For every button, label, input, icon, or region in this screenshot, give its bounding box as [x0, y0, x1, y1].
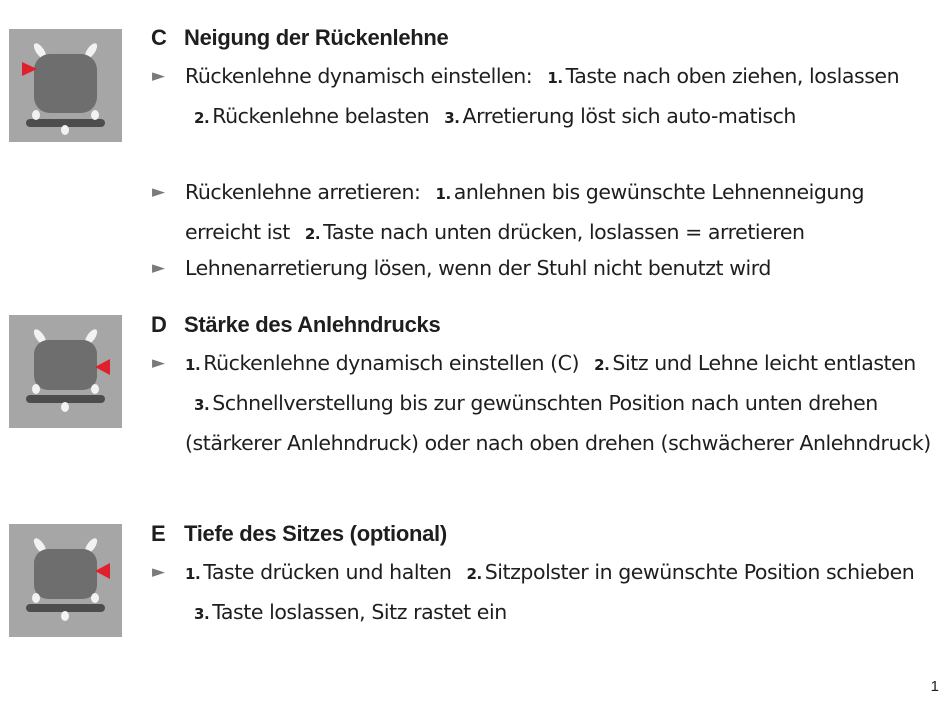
- step-number: 2.: [594, 356, 610, 374]
- step-number: 1.: [435, 185, 451, 203]
- bullet-arrow-icon: ►: [152, 562, 165, 582]
- bullet-arrow-icon: ►: [152, 66, 165, 86]
- section-letter: E: [151, 521, 166, 546]
- chair-top-view-seat-depth-icon: [9, 524, 122, 637]
- bullet-item: [152, 553, 944, 633]
- section-heading: [151, 25, 448, 51]
- section-heading: [151, 312, 440, 338]
- section-title: Tiefe des Sitzes (optional): [184, 521, 447, 546]
- step-text: Taste nach unten drücken, loslassen = arretieren: [323, 220, 805, 244]
- step-text: Sitzpolster in gewünschte Position schieben: [484, 560, 915, 584]
- step-number: 1.: [185, 356, 201, 374]
- bullet-item: [152, 57, 944, 137]
- bullet-arrow-icon: ►: [152, 353, 165, 373]
- section-title: Neigung der Rückenlehne: [184, 25, 449, 50]
- bullet-label: Lehnenarretierung lösen, wenn der Stuhl nicht benutzt wird: [185, 256, 771, 280]
- step-number: 2.: [304, 225, 321, 243]
- step-number: 1.: [547, 69, 563, 87]
- bullet-item: [152, 249, 944, 287]
- marker-icon: [95, 563, 110, 579]
- step-text: Taste nach oben ziehen, loslassen: [565, 64, 900, 88]
- section-letter: D: [151, 312, 167, 337]
- step-text: Taste drücken und halten: [203, 560, 452, 584]
- section-title: Stärke des Anlehndrucks: [184, 312, 441, 337]
- step-number: 3.: [194, 605, 210, 623]
- section-heading: [151, 521, 447, 547]
- step-number: 2.: [466, 565, 482, 583]
- step-text: Rückenlehne belasten: [212, 104, 430, 128]
- chair-diagram: [9, 29, 122, 142]
- chair-diagram: [9, 315, 122, 428]
- section-letter: C: [151, 25, 167, 50]
- step-number: 3.: [444, 109, 460, 127]
- bullet-arrow-icon: ►: [152, 258, 165, 278]
- step-text: Rückenlehne dynamisch einstellen (C): [203, 351, 580, 375]
- bullet-item: [152, 344, 944, 462]
- bullet-arrow-icon: ►: [152, 182, 165, 202]
- marker-icon: [95, 359, 110, 375]
- bullet-label: Rückenlehne arretieren:: [185, 180, 427, 204]
- step-number: 1.: [185, 565, 201, 583]
- step-number: 2.: [194, 109, 210, 127]
- chair-top-view-backrest-pressure-icon: [9, 315, 122, 428]
- page-number: 1: [930, 678, 939, 695]
- step-text: Taste loslassen, Sitz rastet ein: [212, 600, 507, 624]
- step-text: Arretierung löst sich auto-matisch: [462, 104, 796, 128]
- bullet-label: Rückenlehne dynamisch einstellen:: [185, 64, 539, 88]
- step-text: anlehnen bis gewünschte Lehnenneigung erreicht ist: [185, 180, 865, 244]
- chair-top-view-backrest-tilt-icon: [9, 29, 122, 142]
- step-number: 3.: [194, 396, 210, 414]
- step-text: Sitz und Lehne leicht entlasten: [612, 351, 916, 375]
- step-text: Schnellverstellung bis zur gewünschten Position nach unten drehen (stärkerer Anlehndruck) oder nach oben drehen (schwächerer Anlehndruck): [185, 391, 931, 455]
- chair-diagram: [9, 524, 122, 637]
- bullet-item: [152, 173, 944, 253]
